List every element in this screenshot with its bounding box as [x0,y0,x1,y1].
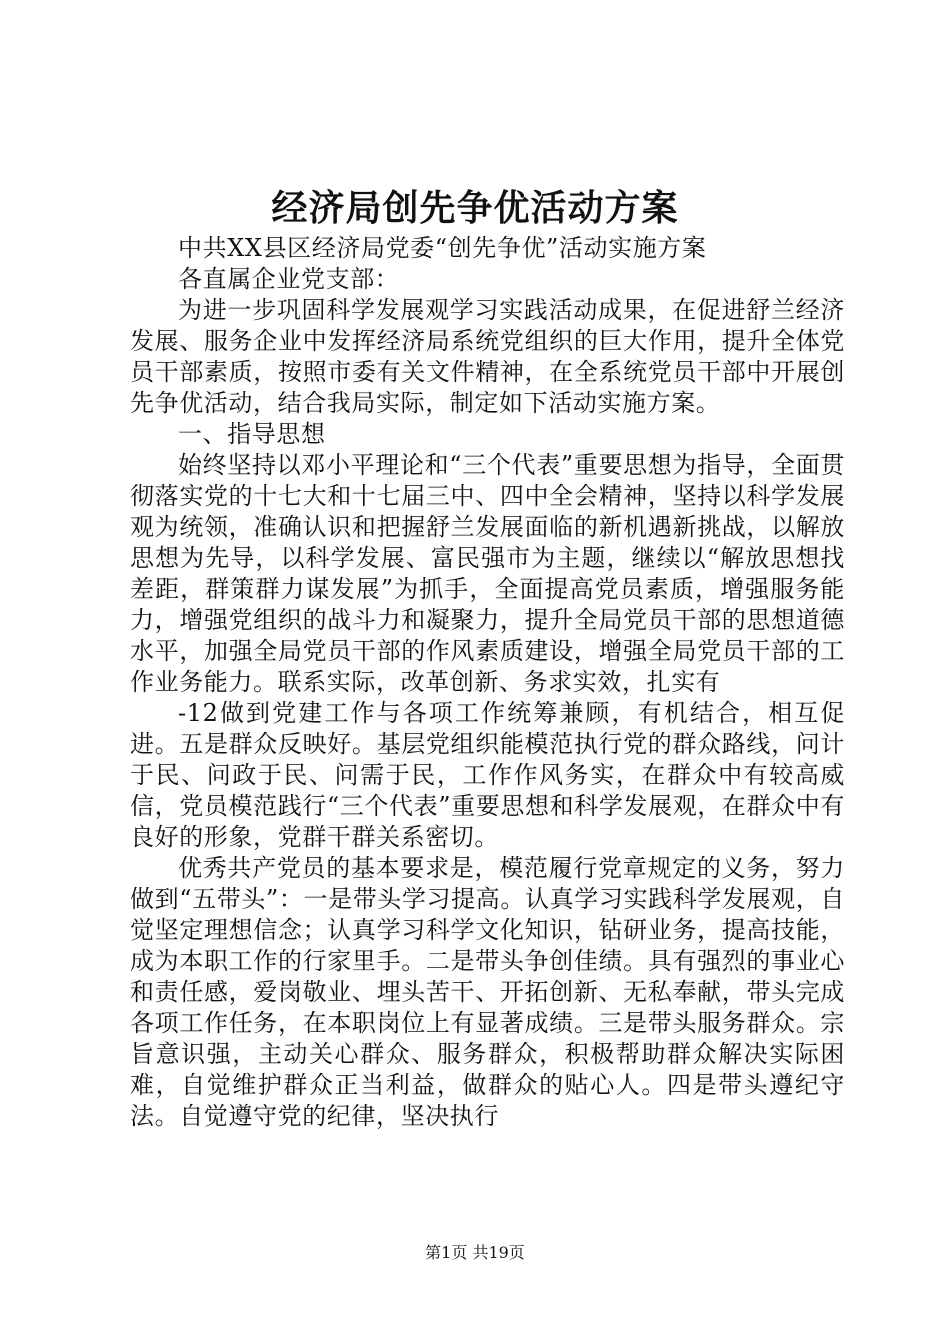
document-body [130,233,845,1132]
paragraph-continuation: -12做到党建工作与各项工作统筹兼顾，有机结合，相互促进。五是群众反映好。基层党组织能模范执行党的群众路线，问计于民、问政于民、问需于民，工作作风务实，在群众中有较高威信，党员模范践行“三个代表”重要思想和科学发展观，在群众中有良好的形象，党群干群关系密切。 [130,699,845,851]
paragraph-intro: 为进一步巩固科学发展观学习实践活动成果，在促进舒兰经济发展、服务企业中发挥经济局系统党组织的巨大作用，提升全体党员干部素质，按照市委有关文件精神，在全系统党员干部中开展创先争优活动，结合我局实际，制定如下活动实施方案。 [130,296,845,417]
section-heading-guiding-ideology: 一、指导思想 [178,420,326,448]
paragraph-guiding-ideology: 始终坚持以邓小平理论和“三个代表”重要思想为指导，全面贯彻落实党的十七大和十七届三中、四中全会精神，坚持以科学发展观为统领，准确认识和把握舒兰发展面临的新机遇新挑战，以解放思想为先导，以科学发展、富民强市为主题，继续以“解放思想找差距，群策群力谋发展”为抓手，全面提高党员素质，增强服务能力，增强党组织的战斗力和凝聚力，提升全局党员干部的思想道德水平，加强全局党员干部的作风素质建设，增强全局党员干部的工作业务能力。联系实际，改革创新、务求实效，扎实有 [130,451,845,696]
page-number-footer: 第1页 共19页 [425,1243,525,1262]
paragraph-subtitle: 中共XX县区经济局党委“创先争优”活动实施方案 [178,234,707,262]
document-title: 经济局创先争优活动方案 [271,187,679,229]
paragraph-salutation: 各直属企业党支部： [178,265,400,293]
paragraph-member-requirements: 优秀共产党员的基本要求是，模范履行党章规定的义务，努力做到“五带头”：一是带头学习提高。认真学习实践科学发展观，自觉坚定理想信念；认真学习科学文化知识，钻研业务，提高技能，成为本职工作的行家里手。二是带头争创佳绩。具有强烈的事业心和责任感，爱岗敬业、埋头苦干、开拓创新、无私奉献，带头完成各项工作任务，在本职岗位上有显著成绩。三是带头服务群众。宗旨意识强，主动关心群众、服务群众，积极帮助群众解决实际困难，自觉维护群众正当利益，做群众的贴心人。四是带头遵纪守法。自觉遵守党的纪律，坚决执行 [130,854,845,1130]
